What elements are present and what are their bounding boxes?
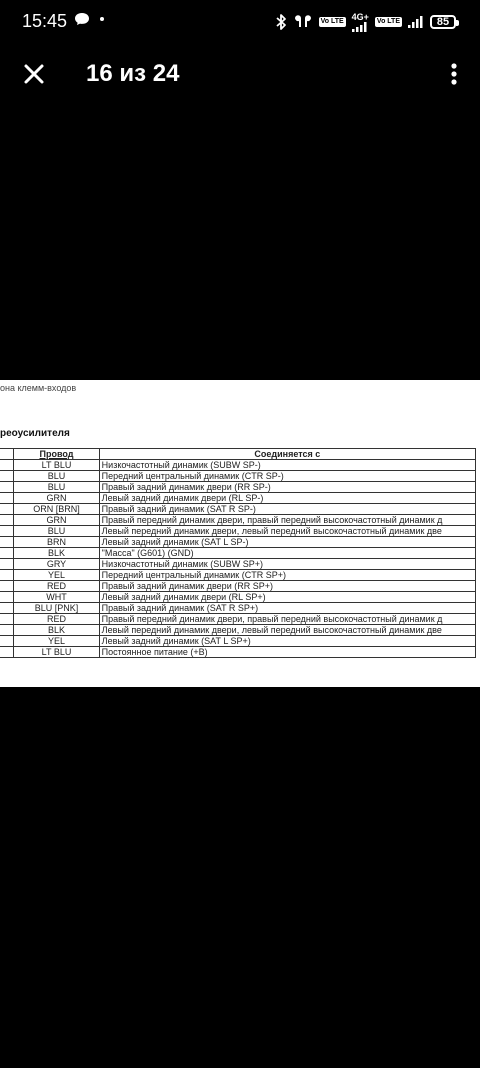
status-bar xyxy=(0,0,480,44)
signal-icon xyxy=(352,22,368,32)
table-cell-wire: BLU xyxy=(14,471,99,482)
table-row xyxy=(0,537,476,548)
table-cell-connects: "Масса" (G601) (GND) xyxy=(99,548,475,559)
table-cell-wire: BLU [PNK] xyxy=(14,603,99,614)
table-cell-index xyxy=(0,460,14,471)
table-row xyxy=(0,647,476,658)
table-cell-connects: Правый задний динамик (SAT R SP-) xyxy=(99,504,475,515)
table-header-connects: Соединяется с xyxy=(99,449,475,460)
table-cell-wire: GRN xyxy=(14,515,99,526)
table-cell-index xyxy=(0,614,14,625)
table-cell-wire: GRY xyxy=(14,559,99,570)
table-cell-connects: Левый задний динамик двери (RL SP+) xyxy=(99,592,475,603)
table-row xyxy=(0,515,476,526)
table-cell-connects: Передний центральный динамик (CTR SP+) xyxy=(99,570,475,581)
table-cell-wire: ORN [BRN] xyxy=(14,504,99,515)
table-cell-connects: Правый передний динамик двери, правый передний высокочастотный динамик д xyxy=(99,515,475,526)
network-type-label: 4G+ xyxy=(351,12,369,22)
table-cell-connects: Передний центральный динамик (CTR SP-) xyxy=(99,471,475,482)
table-cell-wire: RED xyxy=(14,581,99,592)
table-cell-connects: Левый передний динамик двери, левый передний высокочастотный динамик две xyxy=(99,526,475,537)
table-row xyxy=(0,493,476,504)
close-button[interactable] xyxy=(18,58,50,90)
table-cell-wire: YEL xyxy=(14,636,99,647)
document-image[interactable] xyxy=(0,380,480,687)
earbuds-icon xyxy=(293,14,313,30)
document-section-title: реоусилителя xyxy=(0,428,70,439)
table-cell-connects: Правый задний динамик двери (RR SP+) xyxy=(99,581,475,592)
table-row xyxy=(0,504,476,515)
table-cell-connects: Правый передний динамик двери, правый передний высокочастотный динамик д xyxy=(99,614,475,625)
battery-icon xyxy=(430,15,456,29)
table-cell-index xyxy=(0,581,14,592)
signal-icon-2 xyxy=(408,16,424,28)
table-cell-connects: Правый задний динамик двери (RR SP-) xyxy=(99,482,475,493)
table-row xyxy=(0,548,476,559)
close-icon xyxy=(18,58,50,90)
table-cell-connects: Низкочастотный динамик (SUBW SP+) xyxy=(99,559,475,570)
table-cell-wire: BRN xyxy=(14,537,99,548)
wiring-table xyxy=(0,448,476,658)
table-cell-wire: LT BLU xyxy=(14,647,99,658)
table-header-wire xyxy=(14,449,99,460)
table-cell-index xyxy=(0,636,14,647)
document-caption: она клемм-входов xyxy=(0,383,77,393)
table-cell-index xyxy=(0,471,14,482)
table-cell-wire: BLK xyxy=(14,625,99,636)
table-cell-index xyxy=(0,625,14,636)
table-row xyxy=(0,636,476,647)
table-row xyxy=(0,581,476,592)
status-right-icons xyxy=(275,12,456,32)
table-row xyxy=(0,592,476,603)
status-time: 15:45 xyxy=(22,11,68,31)
table-body xyxy=(0,460,476,658)
volte-badge-2: Vo LTE xyxy=(376,18,400,25)
table-cell-wire: BLU xyxy=(14,482,99,493)
table-cell-wire: BLK xyxy=(14,548,99,559)
more-vertical-icon xyxy=(442,58,466,90)
table-row xyxy=(0,570,476,581)
table-row xyxy=(0,460,476,471)
table-cell-index xyxy=(0,493,14,504)
table-header-row xyxy=(0,449,476,460)
table-row xyxy=(0,482,476,493)
table-cell-connects: Низкочастотный динамик (SUBW SP-) xyxy=(99,460,475,471)
table-header-wire-label: Провод xyxy=(39,449,74,459)
table-row xyxy=(0,471,476,482)
table-row xyxy=(0,625,476,636)
table-cell-index xyxy=(0,592,14,603)
chat-bubble-icon xyxy=(74,12,90,26)
table-cell-connects: Левый задний динамик (SAT L SP+) xyxy=(99,636,475,647)
table-cell-wire: YEL xyxy=(14,570,99,581)
table-cell-wire: BLU xyxy=(14,526,99,537)
table-cell-index xyxy=(0,559,14,570)
more-dots-icon xyxy=(100,17,104,21)
table-cell-wire: WHT xyxy=(14,592,99,603)
status-left-icons xyxy=(74,12,104,26)
table-cell-connects: Левый передний динамик двери, левый передний высокочастотный динамик две xyxy=(99,625,475,636)
bluetooth-icon xyxy=(275,13,287,31)
table-cell-wire: GRN xyxy=(14,493,99,504)
table-cell-index xyxy=(0,515,14,526)
table-cell-index xyxy=(0,537,14,548)
table-row xyxy=(0,559,476,570)
more-options-button[interactable] xyxy=(442,58,466,90)
viewer-top-bar xyxy=(0,48,480,104)
battery-level: 85 xyxy=(436,16,450,28)
table-row xyxy=(0,614,476,625)
volte-badge-1: Vo LTE xyxy=(320,18,344,25)
table-cell-index xyxy=(0,548,14,559)
table-cell-connects: Правый задний динамик (SAT R SP+) xyxy=(99,603,475,614)
table-cell-index xyxy=(0,647,14,658)
page-counter: 16 из 24 xyxy=(86,60,180,87)
table-cell-index xyxy=(0,570,14,581)
table-cell-wire: RED xyxy=(14,614,99,625)
table-cell-connects: Постоянное питание (+B) xyxy=(99,647,475,658)
table-row xyxy=(0,526,476,537)
table-header-index xyxy=(0,449,14,460)
table-cell-index xyxy=(0,603,14,614)
table-cell-index xyxy=(0,482,14,493)
table-cell-wire: LT BLU xyxy=(14,460,99,471)
table-row xyxy=(0,603,476,614)
table-cell-connects: Левый задний динамик двери (RL SP-) xyxy=(99,493,475,504)
table-cell-index xyxy=(0,504,14,515)
table-cell-index xyxy=(0,526,14,537)
table-cell-connects: Левый задний динамик (SAT L SP-) xyxy=(99,537,475,548)
